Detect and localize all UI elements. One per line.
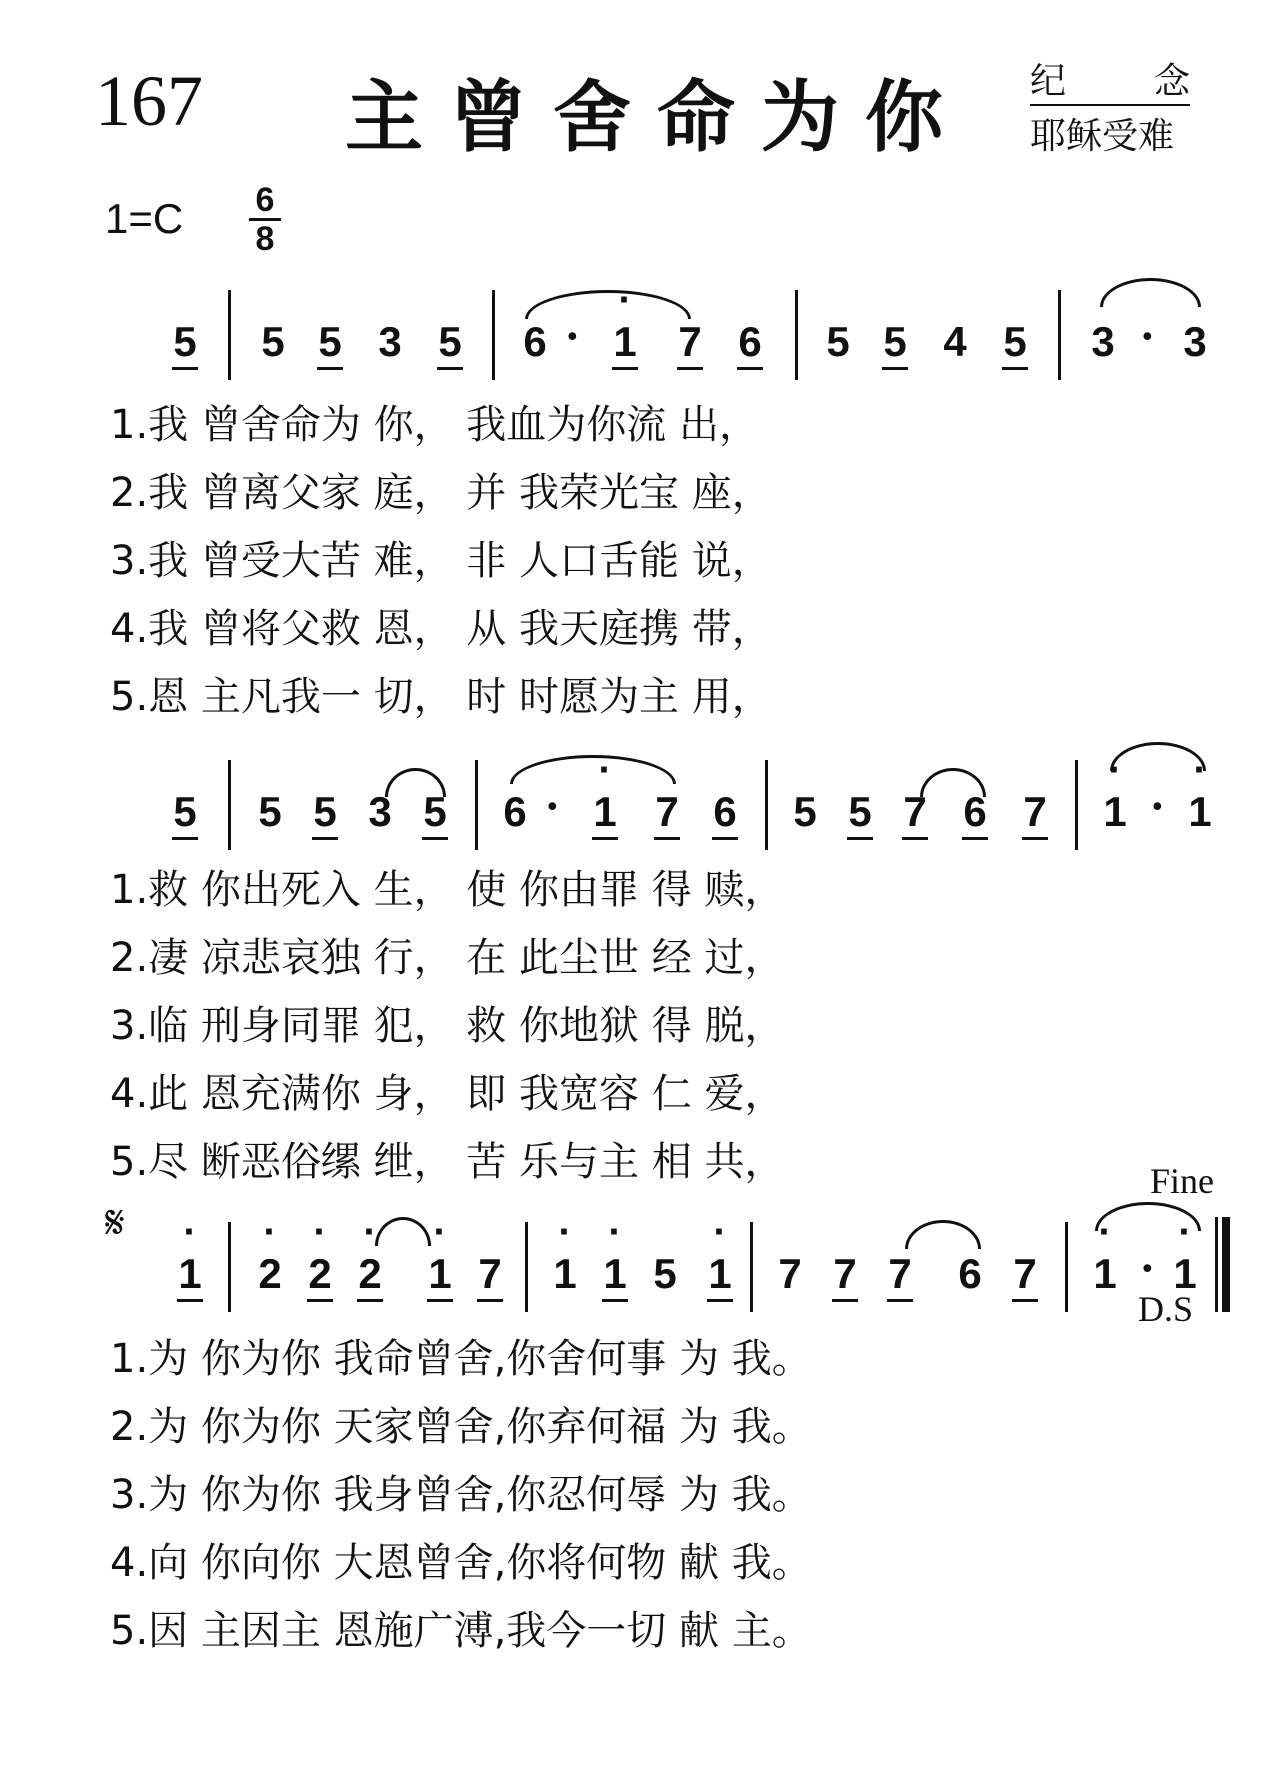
augmentation-dot: · [1150, 782, 1165, 831]
note: 5 [310, 788, 340, 836]
note: 5 [315, 318, 345, 366]
high-dot: · [608, 1210, 622, 1254]
note-value: 1 [603, 1250, 627, 1297]
high-dot: · [263, 1210, 277, 1254]
note-value: 1 [1093, 1250, 1117, 1297]
note-value: 1 [708, 1250, 732, 1297]
note: 5 [793, 788, 817, 835]
note: 5 [420, 788, 450, 836]
high-dot: · [313, 1210, 327, 1254]
staff-line-3 [0, 1210, 1280, 1332]
augmentation-dot: · [565, 312, 580, 361]
high-dot: · [1178, 1210, 1192, 1254]
barline [1058, 290, 1061, 380]
note-value: 2 [308, 1250, 332, 1297]
high-dot: · [1193, 748, 1207, 792]
high-dot: · [618, 278, 632, 322]
note: 5 [170, 788, 200, 836]
note: 3 [378, 318, 402, 365]
note: 7 [830, 1250, 860, 1298]
barline [492, 290, 495, 380]
note: 7 [652, 788, 682, 836]
segno-icon: 𝄋 [105, 1195, 125, 1249]
note: 6 [503, 788, 527, 835]
barline [475, 760, 478, 850]
lyric-line: 4.我 曾将父救 恩， 从 我天庭携 带， [110, 606, 772, 652]
high-dot: · [363, 1210, 377, 1254]
note: 3 [1091, 318, 1115, 365]
note-high [355, 1210, 385, 1298]
lyric-line: 3.临 刑身同罪 犯， 救 你地狱 得 脱， [110, 1003, 785, 1049]
fine-mark: Fine [1150, 1161, 1215, 1201]
note: 3 [1183, 318, 1207, 365]
note-value: 1 [593, 788, 617, 835]
hymn-number: 167 [95, 61, 203, 141]
ds-mark: D.S [1138, 1289, 1194, 1329]
barline [228, 290, 231, 380]
note-high [600, 1210, 630, 1298]
note: 6 [735, 318, 765, 366]
high-dot: · [598, 748, 612, 792]
augmentation-dot: · [545, 782, 560, 831]
augmentation-dot: · [1140, 1244, 1155, 1293]
note: 5 [653, 1250, 677, 1297]
barline [765, 760, 768, 850]
key-signature: 1=C [105, 195, 184, 242]
note: 4 [943, 318, 967, 365]
note: 5 [845, 788, 875, 836]
slur [905, 1220, 981, 1249]
lyric-line: 3.我 曾受大苦 难， 非 人口舌能 说， [110, 538, 772, 584]
note: 7 [475, 1250, 505, 1298]
note: 6 [958, 1250, 982, 1297]
lyric-line: 2.我 曾离父家 庭， 并 我荣光宝 座， [110, 470, 772, 516]
staff-line-1 [0, 278, 1280, 400]
high-dot: · [1108, 748, 1122, 792]
note-high [705, 1210, 735, 1298]
note-high [1090, 1210, 1120, 1298]
note-value: 2 [358, 1250, 382, 1297]
category-bottom: 耶稣受难 [1030, 116, 1175, 157]
note-high [1185, 748, 1215, 836]
note: 5 [1000, 318, 1030, 366]
time-signature [245, 182, 285, 257]
lyric-line: 4.此 恩充满你 身， 即 我宽容 仁 爱， [110, 1071, 785, 1117]
final-barline-thick [1222, 1217, 1230, 1312]
note: 5 [826, 318, 850, 365]
time-signature-bottom: 8 [255, 220, 275, 258]
time-signature-top: 6 [255, 181, 275, 219]
note-high [1100, 748, 1130, 836]
lyric-line: 2.为 你为你 天家曾舍,你弃何福 为 我。 [110, 1404, 812, 1450]
high-dot: · [433, 1210, 447, 1254]
note: 6 [523, 318, 547, 365]
note-value: 1 [178, 1250, 202, 1297]
note: 5 [170, 318, 200, 366]
lyric-line: 1.救 你出死入 生， 使 你由罪 得 赎， [110, 867, 785, 913]
note: 6 [960, 788, 990, 836]
barline [1075, 760, 1078, 850]
lyric-line: 5.因 主因主 恩施广溥,我今一切 献 主。 [110, 1608, 812, 1654]
high-dot: · [183, 1210, 197, 1254]
note-high [255, 1210, 285, 1298]
note-value: 1 [1103, 788, 1127, 835]
note: 7 [1010, 1250, 1040, 1298]
lyric-line: 1.为 你为你 我命曾舍,你舍何事 为 我。 [110, 1336, 812, 1382]
note-value: 1 [428, 1250, 452, 1297]
augmentation-dot: · [1140, 312, 1155, 361]
note: 7 [778, 1250, 802, 1297]
note: 7 [900, 788, 930, 836]
note-value: 1 [553, 1250, 577, 1297]
barline [750, 1222, 753, 1312]
note: 7 [1020, 788, 1050, 836]
note: 6 [710, 788, 740, 836]
note: 5 [880, 318, 910, 366]
note-high [590, 748, 620, 836]
category-top-right: 念 [1153, 61, 1190, 102]
staff-line-2 [0, 748, 1280, 870]
note-value: 2 [258, 1250, 282, 1297]
note-high [175, 1210, 205, 1298]
lyric-line: 5.尽 断恶俗缧 绁， 苦 乐与主 相 共， [110, 1139, 785, 1185]
note: 7 [675, 318, 705, 366]
note-high [610, 278, 640, 366]
barline [228, 760, 231, 850]
lyric-line: 4.向 你向你 大恩曾舍,你将何物 献 我。 [110, 1540, 812, 1586]
note: 3 [368, 788, 392, 835]
note-high [305, 1210, 335, 1298]
high-dot: · [558, 1210, 572, 1254]
slur [1100, 278, 1201, 307]
category-top [1030, 60, 1190, 106]
lyric-line: 5.恩 主凡我一 切， 时 时愿为主 用， [110, 674, 772, 720]
note: 7 [885, 1250, 915, 1298]
slur [525, 290, 691, 319]
lyric-line: 1.我 曾舍命为 你， 我血为你流 出， [110, 402, 760, 448]
barline [228, 1222, 231, 1312]
barline [525, 1222, 528, 1312]
note-high [425, 1210, 455, 1298]
note-value: 1 [613, 318, 637, 365]
page-title: 主曾舍命为你 [345, 73, 970, 163]
note-high [550, 1210, 580, 1298]
barline [1065, 1222, 1068, 1312]
note: 5 [435, 318, 465, 366]
final-barline-thin [1215, 1217, 1218, 1312]
lyric-line: 3.为 你为你 我身曾舍,你忍何辱 为 我。 [110, 1472, 812, 1518]
barline [795, 290, 798, 380]
note: 5 [258, 788, 282, 835]
lyric-line: 2.凄 凉悲哀独 行， 在 此尘世 经 过， [110, 935, 785, 981]
high-dot: · [1098, 1210, 1112, 1254]
note: 5 [261, 318, 285, 365]
high-dot: · [713, 1210, 727, 1254]
note-value: 1 [1173, 1250, 1197, 1297]
note-value: 1 [1188, 788, 1212, 835]
category-top-left: 纪 [1030, 61, 1067, 102]
